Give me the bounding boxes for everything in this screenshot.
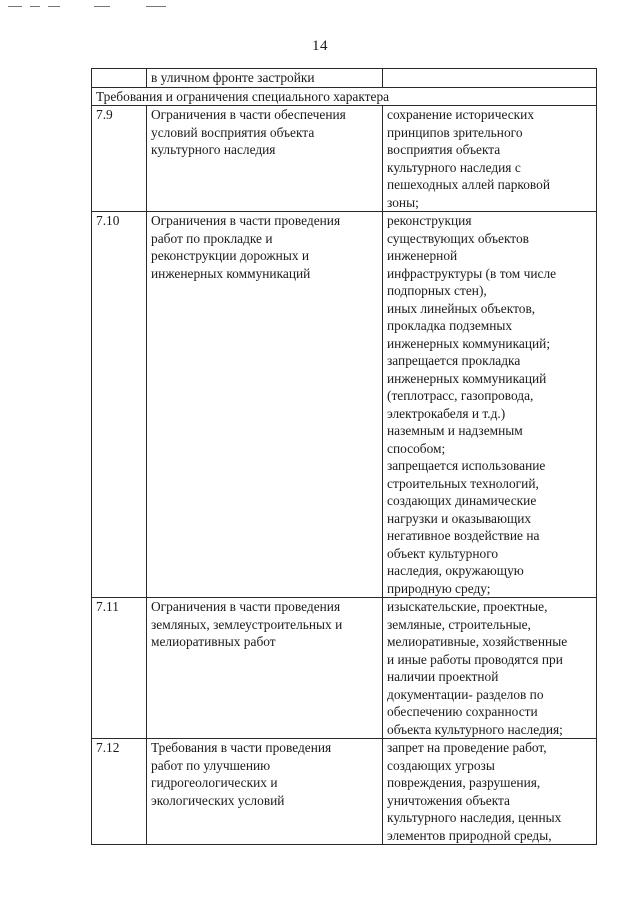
row-number: 7.10 (92, 212, 147, 598)
content-line: инфраструктуры (в том числе (387, 265, 557, 281)
title-line: экологических условий (151, 792, 285, 808)
content-line: электрокабеля и т.д.) (387, 405, 506, 421)
content-line: (теплотрасс, газопровода, (387, 388, 534, 403)
title-line: культурного наследия (151, 142, 276, 157)
content-line: повреждения, разрушения, (387, 775, 541, 790)
row-content (383, 106, 597, 212)
content-line: и иные работы проводятся при (387, 651, 563, 667)
content-line: культурного наследия с (387, 159, 521, 175)
row-number (92, 69, 147, 88)
content-line: негативное воздействие на (387, 528, 540, 543)
content-line: инженерной (387, 248, 458, 263)
content-line: документации- разделов по (387, 686, 544, 702)
content-line: наличии проектной (387, 669, 499, 684)
content-line: зоны; (387, 194, 419, 210)
content-line: запрещается использование (387, 458, 546, 473)
row-content (383, 598, 597, 739)
content-line: запрет на проведение работ, (387, 740, 547, 755)
content-line: объект культурного (387, 545, 499, 561)
content-line: сохранение исторических (387, 107, 535, 122)
requirements-table (91, 68, 597, 845)
content-line: природную среду; (387, 580, 491, 596)
table-row (92, 106, 597, 212)
title-line: работ по прокладке и (151, 230, 273, 246)
row-title (147, 739, 383, 845)
title-line: реконструкции дорожных и (151, 248, 310, 263)
table-row (92, 598, 597, 739)
content-line: создающих угрозы (387, 757, 495, 773)
table-row (92, 212, 597, 598)
title-line: инженерных коммуникаций (151, 265, 311, 281)
section-header-row (92, 87, 597, 106)
content-line: восприятия объекта (387, 142, 501, 157)
content-line: реконструкция (387, 213, 472, 228)
page-number: 14 (312, 38, 328, 54)
content-line: земляные, строительные, (387, 616, 531, 632)
title-line: Ограничения в части обеспечения (151, 107, 346, 122)
content-line: способом; (387, 440, 446, 456)
row-title (147, 212, 383, 598)
row-content (383, 212, 597, 598)
title-line: мелиоративных работ (151, 634, 276, 649)
content-line: нагрузки и оказывающих (387, 510, 532, 526)
content-line: запрещается прокладка (387, 353, 521, 368)
row-content (383, 739, 597, 845)
content-line: объекта культурного наследия; (387, 721, 563, 737)
row-number: 7.11 (92, 598, 147, 739)
title-line: Ограничения в части проведения (151, 599, 341, 614)
scan-edge-marks (8, 6, 208, 8)
content-line: наследия, окружающую (387, 563, 524, 578)
content-line: существующих объектов (387, 230, 529, 246)
row-number: 7.9 (92, 106, 147, 212)
row-title: в уличном фронте застройки (147, 69, 383, 88)
table-row (92, 739, 597, 845)
content-line: строительных технологий, (387, 475, 539, 491)
content-line: пешеходных аллей парковой (387, 177, 551, 192)
content-line: наземным и надземным (387, 423, 523, 438)
content-line: мелиоративные, хозяйственные (387, 634, 568, 649)
content-line: обеспечению сохранности (387, 704, 538, 719)
table-row-continuation (92, 69, 597, 88)
content-line: создающих динамические (387, 493, 537, 508)
title-line: Требования в части проведения (151, 740, 332, 755)
content-line: инженерных коммуникаций; (387, 335, 551, 351)
content-line: принципов зрительного (387, 124, 523, 140)
section-header: Требования и ограничения специального характера (92, 87, 597, 106)
row-number: 7.12 (92, 739, 147, 845)
content-line: уничтожения объекта (387, 792, 510, 808)
row-content (383, 69, 597, 88)
content-line: элементов природной среды, (387, 827, 552, 843)
row-title (147, 106, 383, 212)
content-line: изыскательские, проектные, (387, 599, 548, 614)
content-line: подпорных стен), (387, 283, 487, 298)
title-line: гидрогеологических и (151, 775, 278, 790)
content-line: прокладка подземных (387, 318, 513, 333)
content-line: иных линейных объектов, (387, 300, 536, 316)
title-line: земляных, землеустроительных и (151, 616, 343, 632)
row-title (147, 598, 383, 739)
title-line: работ по улучшению (151, 757, 271, 773)
title-line: Ограничения в части проведения (151, 213, 341, 228)
title-line: условий восприятия объекта (151, 124, 315, 140)
content-line: инженерных коммуникаций (387, 370, 547, 386)
content-line: культурного наследия, ценных (387, 810, 562, 825)
